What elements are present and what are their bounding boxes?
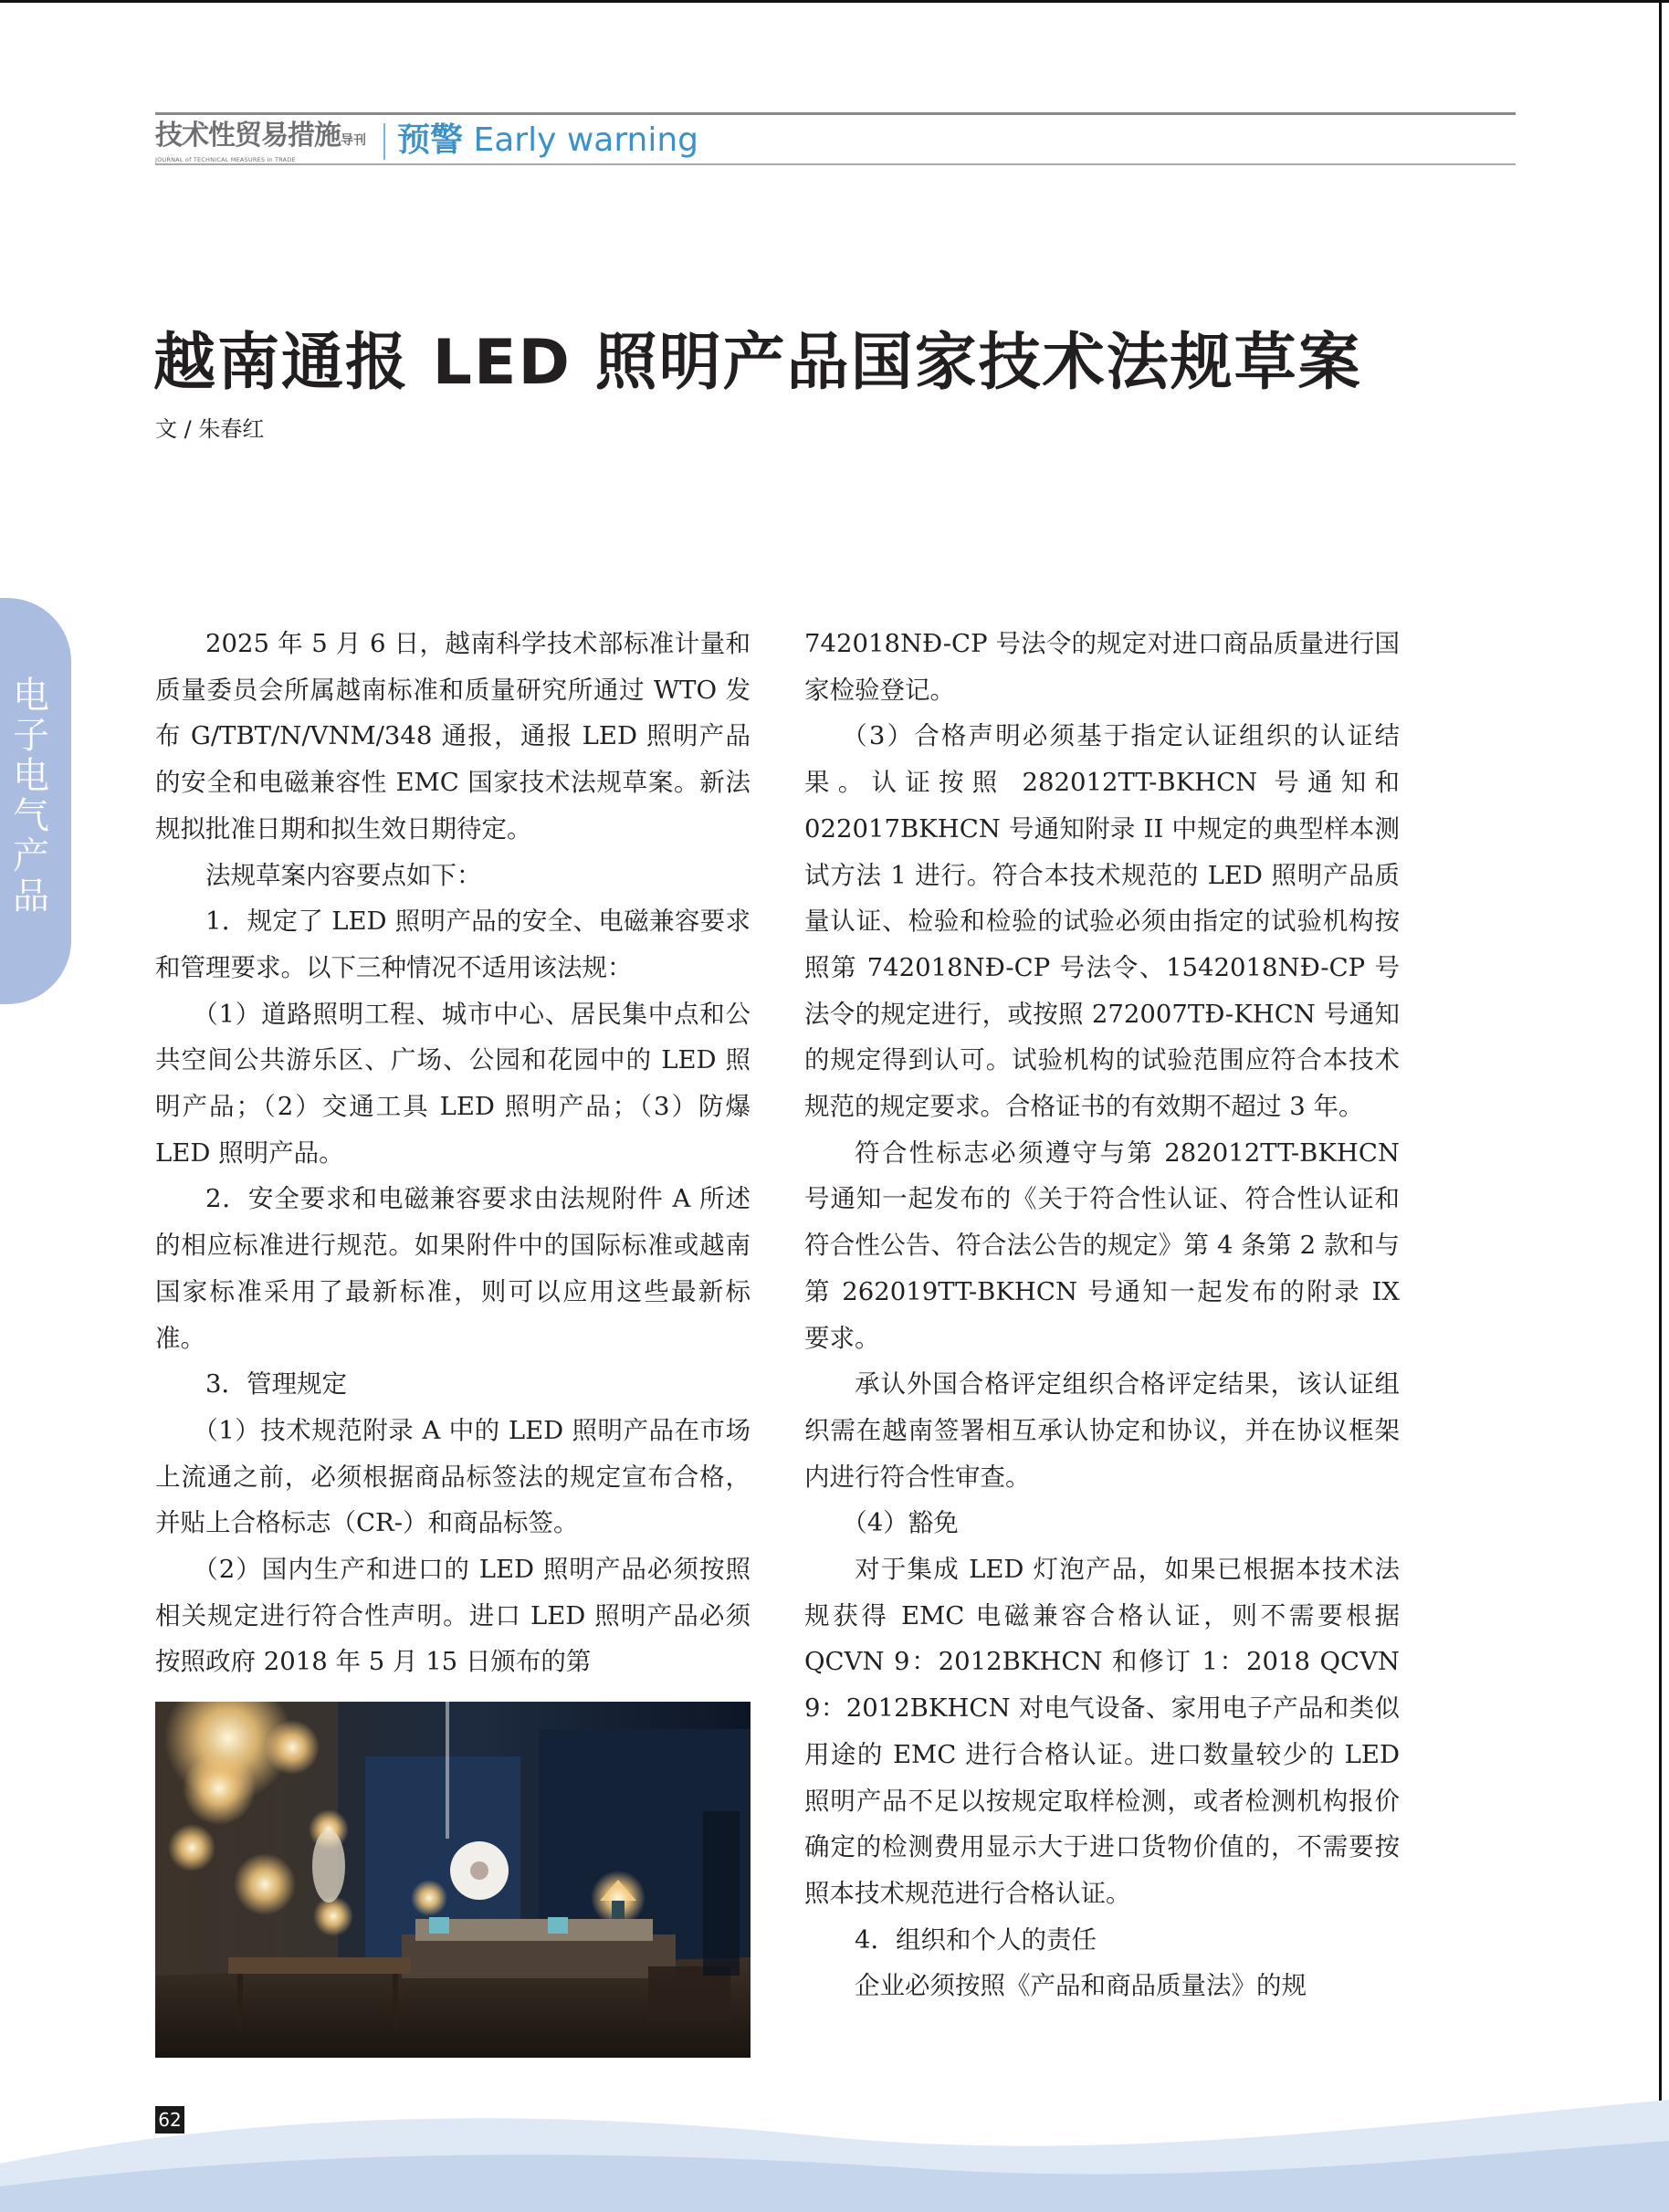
side-tab-char: 电 — [13, 755, 49, 797]
page-top-border — [0, 0, 1669, 3]
body-column-left — [155, 621, 751, 1685]
paragraph: （1）道路照明工程、城市中心、居民集中点和公共空间公共游乐区、广场、公园和花园中的 LED 照明产品；（2）交通工具 LED 照明产品；（3）防爆 LED 照明产品。 — [155, 999, 751, 1168]
section-label-en: Early warning — [473, 121, 698, 159]
header-rule-top — [155, 112, 1516, 115]
paragraph: 742018NĐ-CP 号法令的规定对进口商品质量进行国家检验登记。 — [804, 629, 1400, 705]
article-title: 越南通报 LED 照明产品国家技术法规草案 — [153, 327, 1362, 399]
showroom-lighting-photo — [155, 1702, 751, 2058]
paragraph: 法规草案内容要点如下： — [205, 860, 482, 890]
side-tab-char: 气 — [13, 795, 49, 837]
page-right-border — [1659, 0, 1662, 2212]
paragraph: 承认外国合格评定组织合格评定结果，该认证组织需在越南签署相互承认协定和协议，并在协议框架内进行符合性审查。 — [804, 1369, 1400, 1492]
paragraph: 3．管理规定 — [205, 1369, 347, 1400]
paragraph: （4）豁免 — [842, 1508, 959, 1538]
body-column-right — [804, 621, 1400, 2009]
paragraph: 4．组织和个人的责任 — [855, 1924, 1097, 1955]
paragraph: 1．规定了 LED 照明产品的安全、电磁兼容要求和管理要求。以下三种情况不适用该法规： — [155, 907, 751, 982]
paragraph: （3）合格声明必须基于指定认证组织的认证结果。认证按照 282012TT-BKHCN 号通知和 022017BKHCN 号通知附录 II 中规定的典型样本测试方法 1 进行。符合本技术规范的 LED 照明产品质量认证、检验和检验的试验必须由指定的试验机构按照第 742018NĐ-CP 号法令、1542018NĐ-CP 号法令的规定进行，或按照 272007TĐ-KHCN 号通知的规定得到认可。试验机构的试验范围应符合本技术规范的规定要求。合格证书的有效期不超过 3 年。 — [804, 721, 1400, 1122]
paragraph: 符合性标志必须遵守与第 282012TT-BKHCN 号通知一起发布的《关于符合性认证、符合性认证和符合性公告、符合法公告的规定》第 4 条第 2 款和与第 262019TT-BKHCN 号通知一起发布的附录 IX 要求。 — [804, 1137, 1400, 1353]
side-tab-char: 品 — [13, 875, 49, 917]
category-side-tab-label — [11, 676, 51, 917]
side-tab-char: 子 — [13, 715, 49, 757]
header-rule-bottom — [155, 163, 1516, 165]
article-byline: 文 / 朱春红 — [155, 416, 265, 442]
section-label-zh: 预警 — [397, 121, 464, 159]
header-divider — [383, 123, 385, 160]
side-tab-char: 产 — [13, 835, 49, 877]
paragraph: 企业必须按照《产品和商品质量法》的规 — [855, 1971, 1307, 2001]
paragraph: （2）国内生产和进口的 LED 照明产品必须按照相关规定进行符合性声明。进口 LED 照明产品必须按照政府 2018 年 5 月 15 日颁布的第 — [155, 1555, 751, 1677]
paragraph: 2025 年 5 月 6 日，越南科学技术部标准计量和质量委员会所属越南标准和质量研究所通过 WTO 发布 G/TBT/N/VNM/348 通报，通报 LED 照明产品的安全和电磁兼容性 EMC 国家技术法规草案。新法规拟批准日期和拟生效日期待定。 — [155, 629, 751, 844]
journal-name: 技术性贸易措施导刊 — [155, 120, 366, 152]
paragraph: 对于集成 LED 灯泡产品，如果已根据本技术法规获得 EMC 电磁兼容合格认证，则不需要根据 QCVN 9：2012BKHCN 和修订 1：2018 QCVN 9：2012BKHCN 对电气设备、家用电子产品和类似用途的 EMC 进行合格认证。进口数量较少的 LED 照明产品不足以按规定取样检测，或者检测机构报价确定的检测费用显示大于进口货物价值的，不需要按照本技术规范进行合格认证。 — [804, 1555, 1400, 1908]
journal-logo — [155, 120, 382, 163]
journal-english-name: JOURNAL of TECHNICAL MEASURES in TRADE — [155, 156, 296, 163]
side-tab-char: 电 — [13, 675, 49, 717]
section-label — [397, 121, 698, 161]
paragraph: 2．安全要求和电磁兼容要求由法规附件 A 所述的相应标准进行规范。如果附件中的国际标准或越南国家标准采用了最新标准，则可以应用这些最新标准。 — [155, 1184, 751, 1353]
paragraph: （1）技术规范附录 A 中的 LED 照明产品在市场上流通之前，必须根据商品标签法的规定宣布合格，并贴上合格标志（CR-）和商品标签。 — [155, 1415, 751, 1538]
footer-wave-decoration — [0, 2072, 1669, 2212]
page-number: 62 — [155, 2106, 184, 2133]
